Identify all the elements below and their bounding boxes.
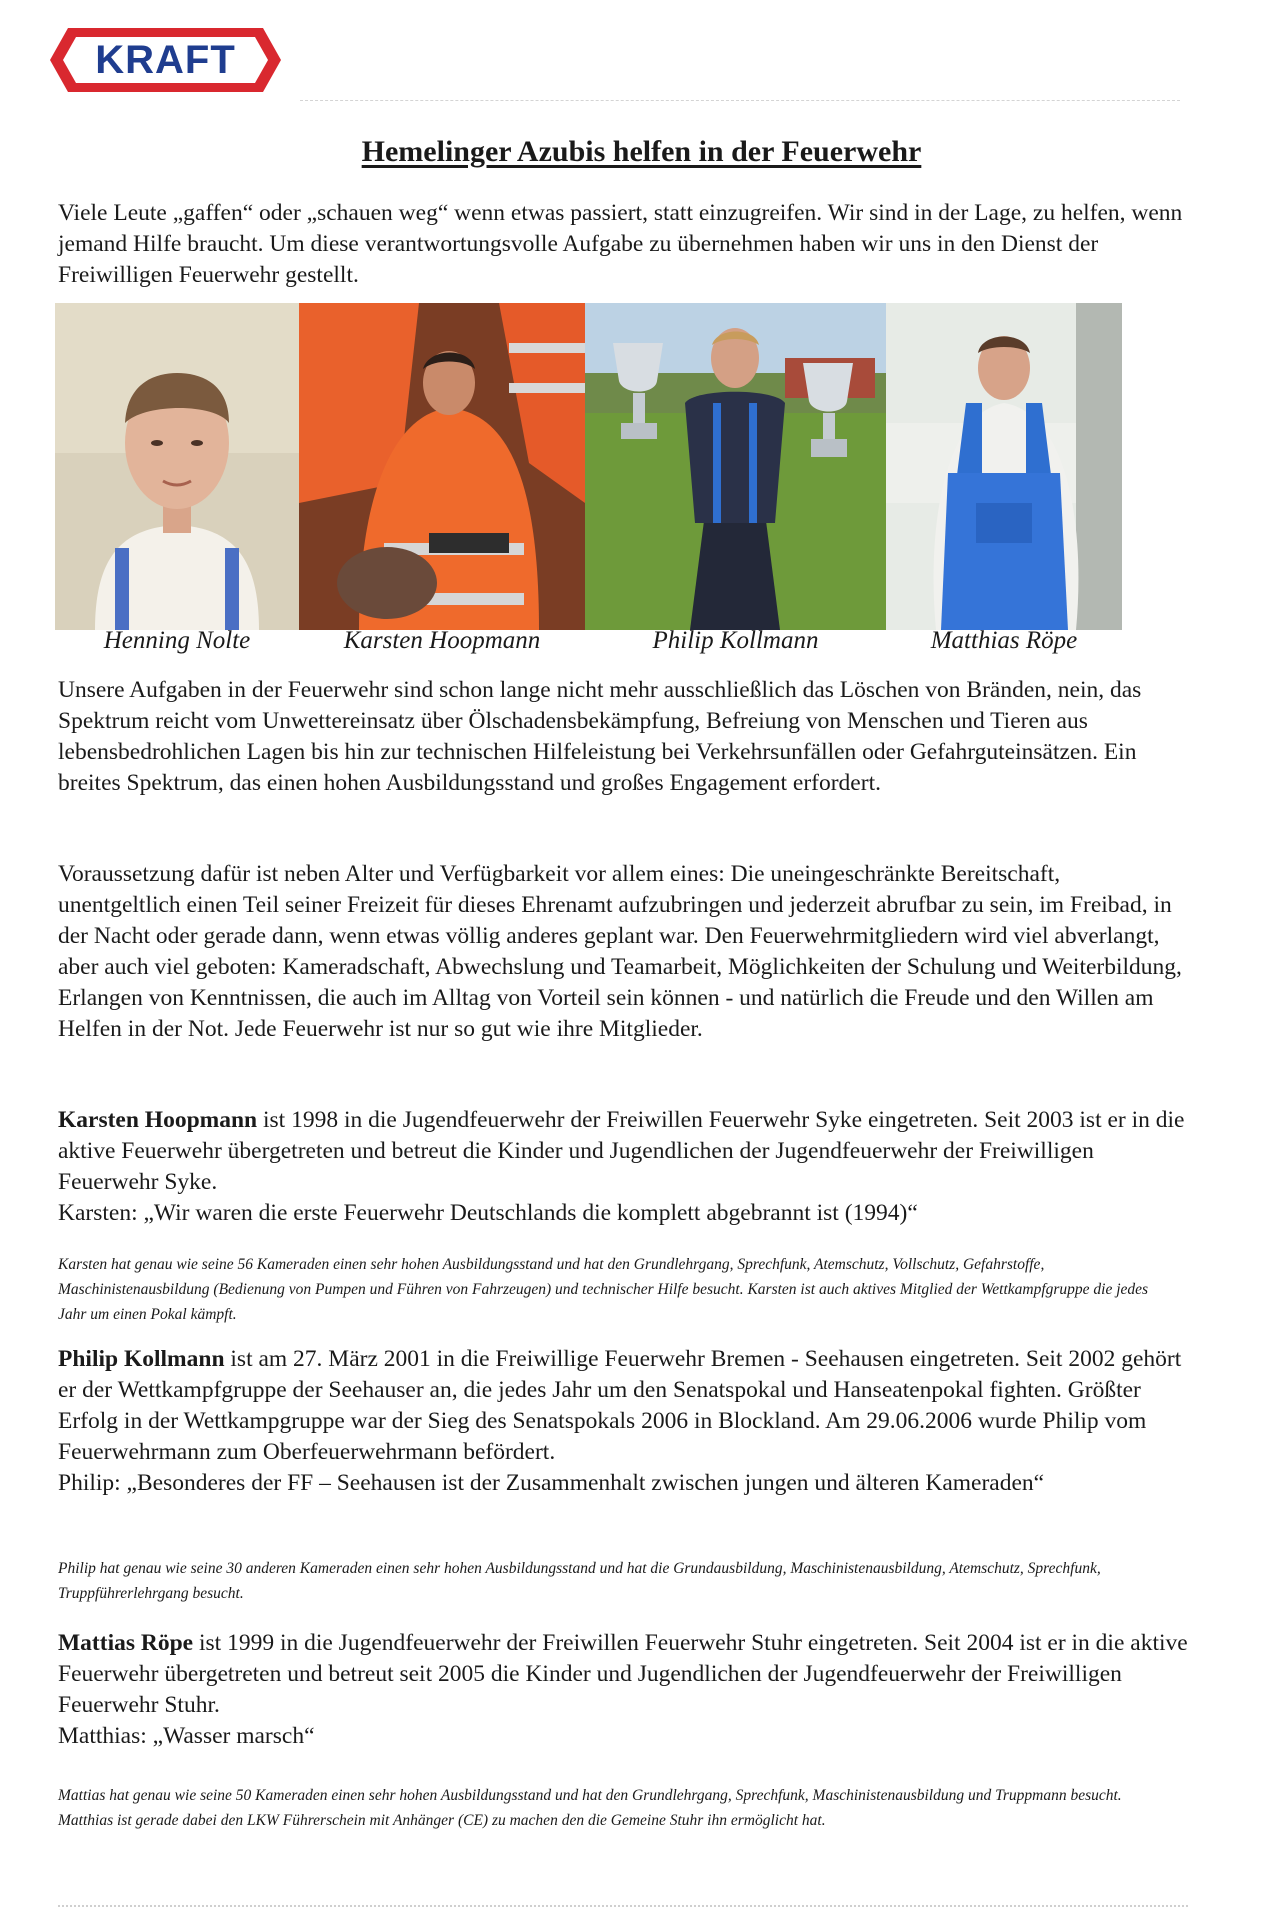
profile-note-mattias: Mattias hat genau wie seine 50 Kameraden einen sehr hohen Ausbildungsstand und hat den Grundlehrgang, Sprechfunk, Maschinistenausbildung und Truppmann besucht. Matthias ist gerade dabei den LKW Führerschein mit Anhänger (CE) zu machen den die Gemeine Stuhr ihn ermöglicht hat. <box>58 1787 1122 1829</box>
profile-mattias <box>58 1628 1188 1752</box>
profile-note-karsten: Karsten hat genau wie seine 56 Kameraden einen sehr hohen Ausbildungsstand und hat den Grundlehrgang, Sprechfunk, Atemschutz, Vollschutz, Gefahrstoffe, Maschinistenausbildung (Bedienung von Pumpen und Führen von Fahrzeugen) und technischer Hilfe besucht. Karsten ist auch aktives Mitglied der Wettkampfgruppe die jedes Jahr um einen Pokal kämpft. <box>58 1256 1149 1323</box>
profile-quote: Philip: „Besonderes der FF – Seehausen ist der Zusammenhalt zwischen jungen und älteren Kameraden“ <box>58 1470 1045 1496</box>
portrait-photo-icon <box>55 303 299 630</box>
intro-paragraph: Viele Leute „gaffen“ oder „schauen weg“ wenn etwas passiert, statt einzugreifen. Wir sind in der Lage, zu helfen, wenn jemand Hilfe braucht. Um diese verantwortungsvolle Aufgabe zu übernehmen haben wir uns in den Dienst der Freiwilligen Feuerwehr gestellt. <box>58 200 1183 288</box>
profile-text: ist am 27. März 2001 in die Freiwillige Feuerwehr Bremen - Seehausen eingetreten. Seit 2002 gehört er der Wettkampfgruppe der Seehauser an, die jedes Jahr um den Senatspokal und Hanseatenpokal fighten. Größter Erfolg in der Wettkampgruppe war der Sieg des Senatspokals 2006 in Blockland. Am 29.06.2006 wurde Philip vom Feuerwehrmann zum Oberfeuerwehrmann befördert. <box>58 1346 1182 1465</box>
tasks-paragraph: Unsere Aufgaben in der Feuerwehr sind schon lange nicht mehr ausschließlich das Löschen von Bränden, nein, das Spektrum reicht vom Unwettereinsatz über Ölschadensbekämpfung, Befreiung von Menschen und Tieren aus lebensbedrohlichen Lagen bis hin zur technischen Hilfeleistung bei Verkehrsunfällen oder Gefahrguteinsätzen. Ein breites Spektrum, das einen hohen Ausbildungsstand und großes Engagement erfordert. <box>58 677 1142 796</box>
logo-text: KRAFT <box>95 37 236 82</box>
profile-karsten <box>58 1105 1188 1229</box>
page-title <box>0 132 1283 169</box>
caption-karsten-hoopmann: Karsten Hoopmann <box>343 627 541 654</box>
photo-matthias-roepe <box>886 303 1122 630</box>
profile-quote: Matthias: „Wasser marsch“ <box>58 1723 315 1749</box>
profile-note-philip: Philip hat genau wie seine 30 anderen Kameraden einen sehr hohen Ausbildungsstand und hat die Grundausbildung, Maschinistenausbildung, Atemschutz, Sprechfunk, Truppführerlehrgang besucht. <box>58 1560 1101 1602</box>
caption-henning-nolte: Henning Nolte <box>103 627 251 654</box>
profile-text: ist 1998 in die Jugendfeuerwehr der Freiwillen Feuerwehr Syke eingetreten. Seit 2003 ist er in die aktive Feuerwehr übergetreten und betreut die Kinder und Jugendlichen der Jugendfeuerwehr der Freiwilligen Feuerwehr Syke. <box>58 1107 1185 1195</box>
caption-philip-kollmann: Philip Kollmann <box>652 627 819 654</box>
profile-philip <box>58 1344 1188 1499</box>
photo-henning-nolte <box>55 303 299 630</box>
profile-name: Karsten Hoopmann <box>58 1107 258 1133</box>
firefighter-photo-icon <box>299 303 585 630</box>
profile-name: Philip Kollmann <box>58 1346 225 1372</box>
photo-karsten-hoopmann <box>299 303 585 630</box>
profile-quote: Karsten: „Wir waren die erste Feuerwehr Deutschlands die komplett abgebrannt ist (1994)“ <box>58 1200 918 1226</box>
page-title-text: Hemelinger Azubis helfen in der Feuerwehr <box>361 135 922 168</box>
caption-matthias-roepe: Matthias Röpe <box>930 627 1078 654</box>
kraft-logo <box>48 24 283 96</box>
trophy-photo-icon <box>585 303 886 630</box>
profile-text: ist 1999 in die Jugendfeuerwehr der Freiwillen Feuerwehr Stuhr eingetreten. Seit 2004 ist er in die aktive Feuerwehr übergetreten und betreut seit 2005 die Kinder und Jugendlichen der Jugendfeuerwehr der Freiwilligen Feuerwehr Stuhr. <box>58 1630 1188 1718</box>
profile-name: Mattias Röpe <box>58 1630 194 1656</box>
requirements-paragraph: Voraussetzung dafür ist neben Alter und Verfügbarkeit vor allem eines: Die uneingeschränkte Bereitschaft, unentgeltlich einen Teil seiner Freizeit für dieses Ehrenamt aufzubringen und jederzeit abrufbar zu sein, im Freibad, in der Nacht oder gerade dann, wenn etwas völlig anderes geplant war. Den Feuerwehrmitgliedern wird viel abverlangt, aber auch viel geboten: Kameradschaft, Abwechslung und Teamarbeit, Möglichkeiten der Schulung und Weiterbildung, Erlangen von Kenntnissen, die auch im Alltag von Vorteil sein können - und natürlich die Freude und den Willen am Helfen in der Not. Jede Feuerwehr ist nur so gut wie ihre Mitglieder. <box>58 861 1182 1042</box>
photo-philip-kollmann <box>585 303 886 630</box>
overalls-photo-icon <box>886 303 1122 630</box>
footer-divider <box>58 1905 1188 1907</box>
header-divider <box>300 100 1180 101</box>
